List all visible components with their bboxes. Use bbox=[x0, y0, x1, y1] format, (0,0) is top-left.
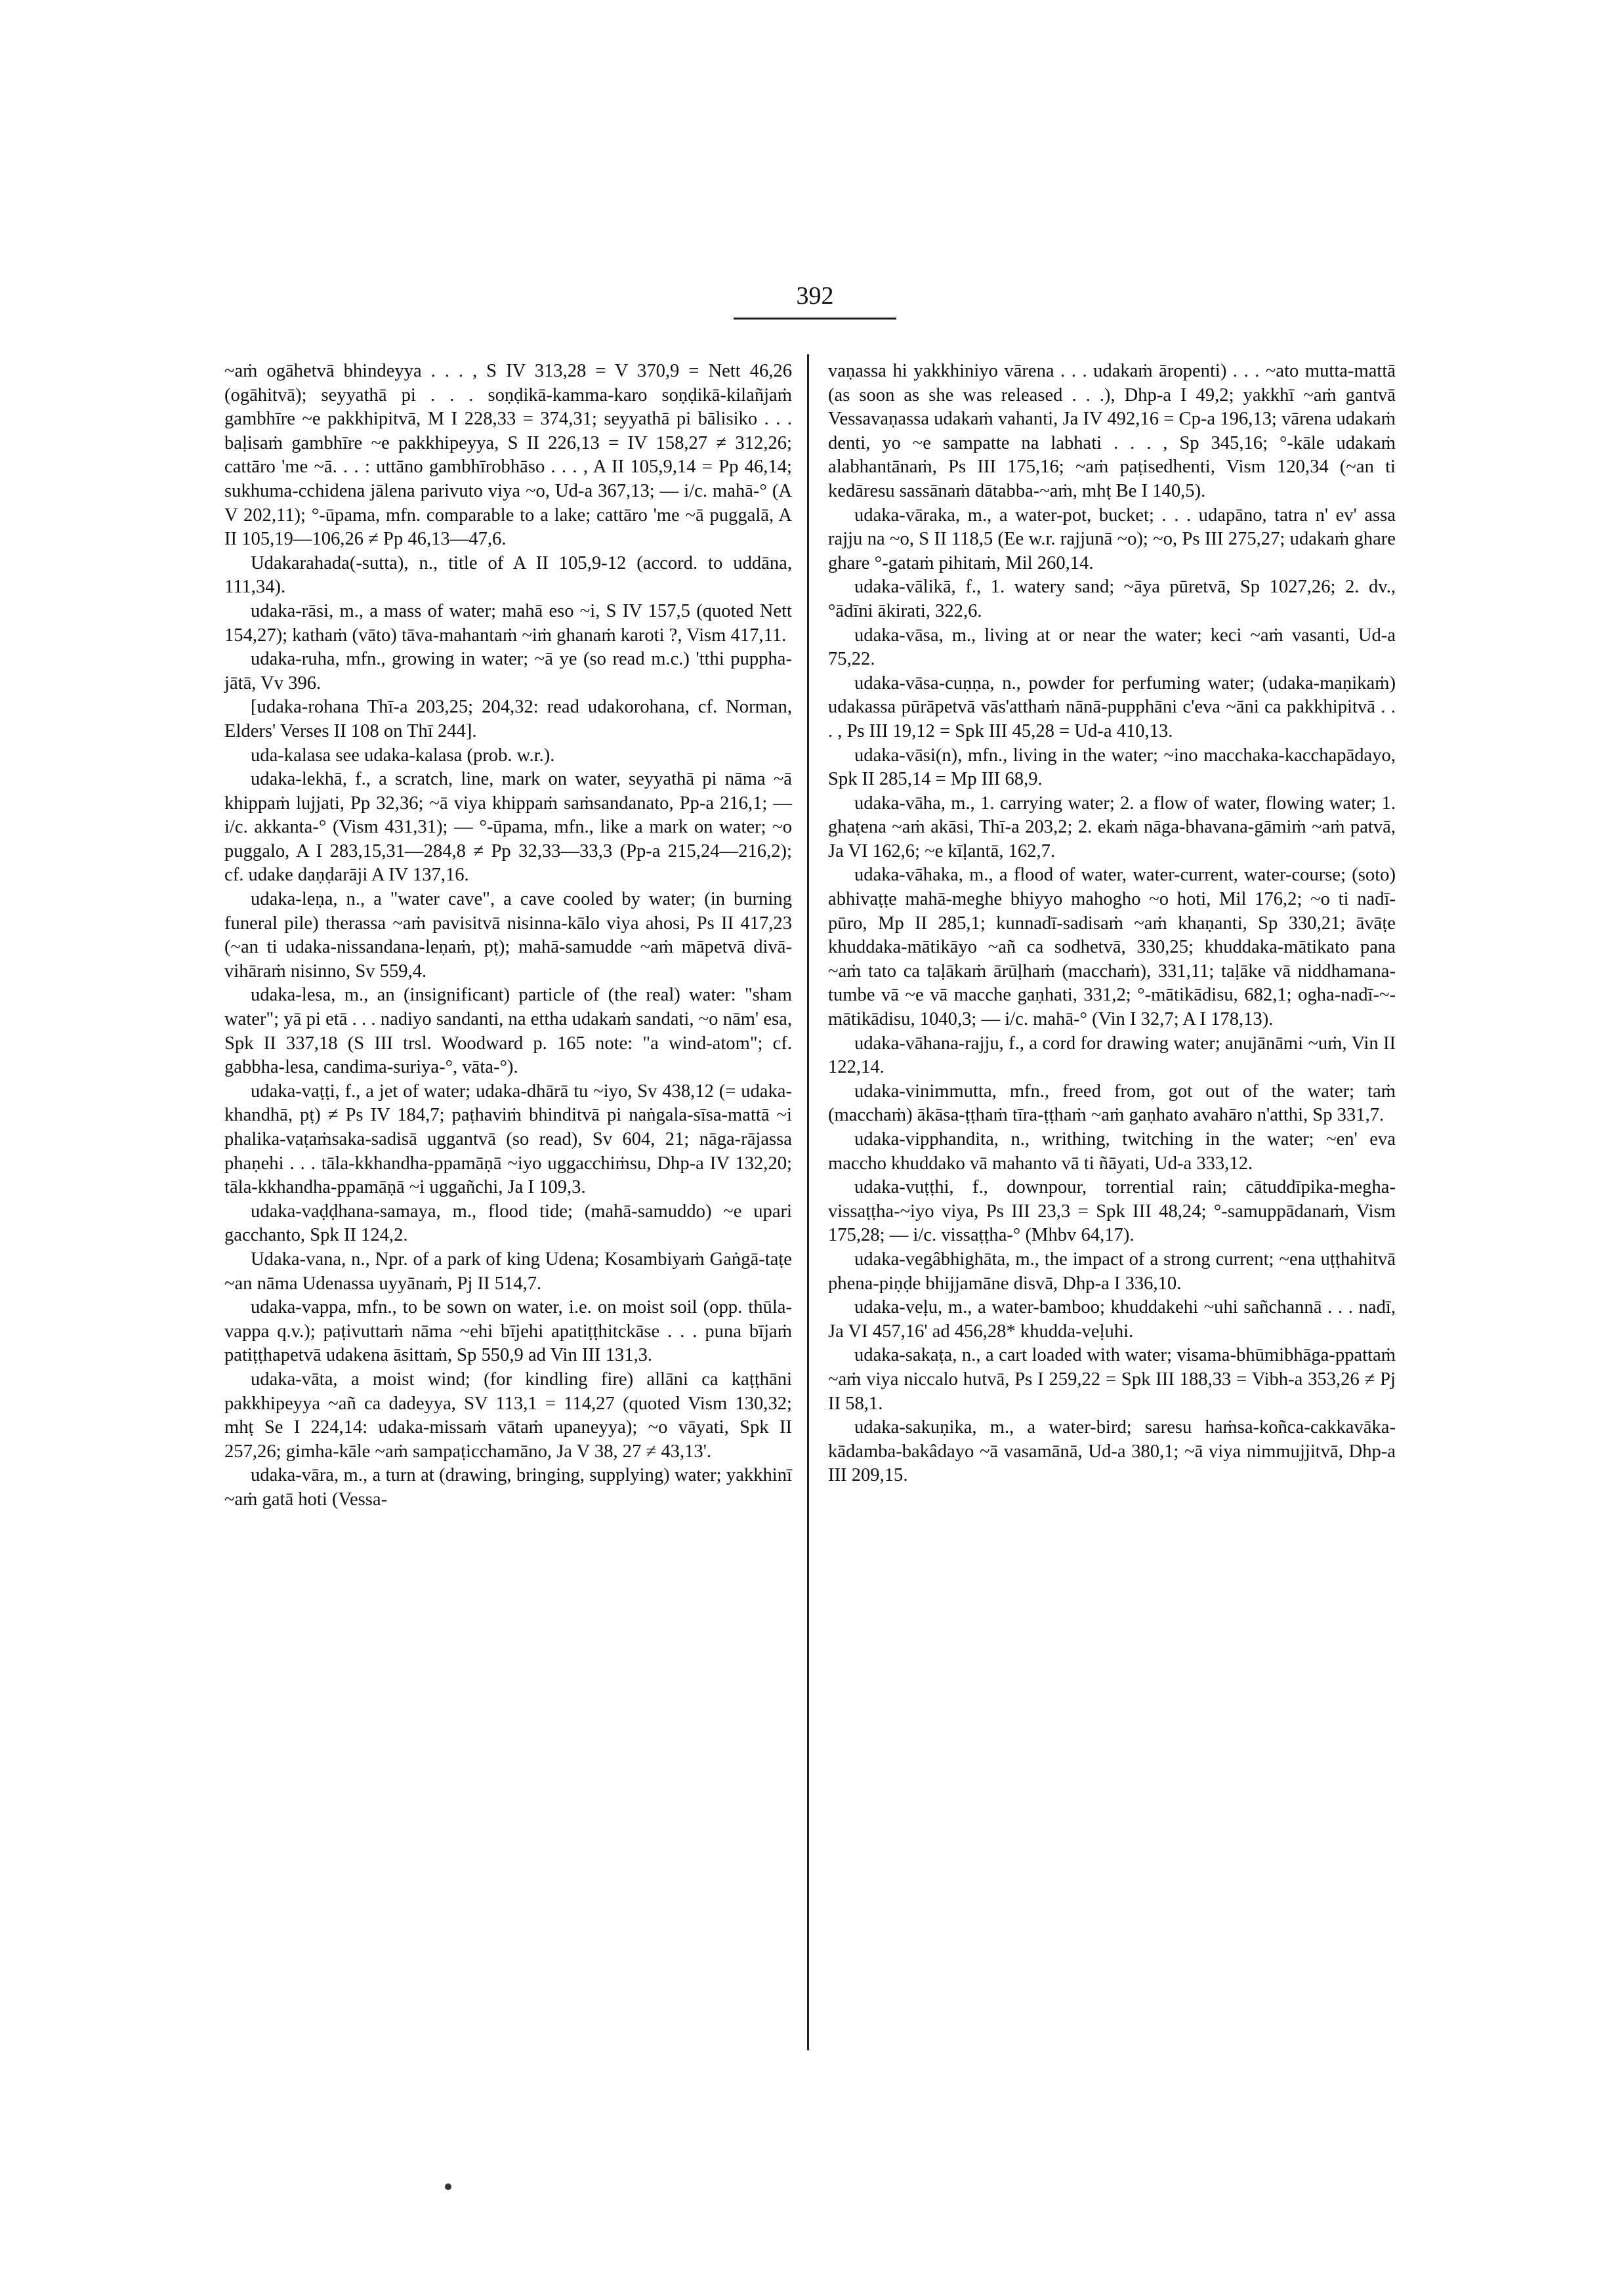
entry-udaka-vinimmutta: udaka-vinimmutta, mfn., freed from, got out of the water; taṁ (macchaṁ) ākāsa-ṭṭhaṁ tīra-ṭṭhaṁ ~aṁ gaṇhato avahāro n'atthi, Sp 331,7. bbox=[828, 1081, 1396, 1126]
entry-udaka-lesa: udaka-lesa, m., an (insignificant) particle of (the real) water: "sham water"; yā pi etā . . . nadiyo sandanti, na ettha udakaṁ sandati, ~o nām' esa, Spk II 337,18 (S III trsl. Woodward p. 165 note: "a wind-atom"; cf. gabbha-lesa, candima-suriya-°, vāta-°). bbox=[224, 985, 792, 1078]
page-number: 392 bbox=[796, 282, 834, 310]
entry-udaka-vegabhighata: udaka-vegâbhighāta, m., the impact of a strong current; ~ena uṭṭhahitvā phena-piṇḍe bhijjamāne disvā, Dhp-a I 336,10. bbox=[828, 1249, 1396, 1294]
stray-ink-mark bbox=[445, 2183, 451, 2190]
entry-udaka-velu: udaka-veḷu, m., a water-bamboo; khuddakehi ~uhi sañchannā . . . nadī, Ja VI 457,16' ad 456,28* khudda-veḷuhi. bbox=[828, 1297, 1396, 1342]
header-rule bbox=[734, 318, 896, 320]
column-divider bbox=[807, 354, 809, 2050]
entry-udaka-ruha: udaka-ruha, mfn., growing in water; ~ā ye (so read m.c.) 'tthi puppha-jātā, Vv 396. bbox=[224, 649, 792, 693]
entry-udaka-vutthi: udaka-vuṭṭhi, f., downpour, torrential rain; cātuddīpika-megha-vissaṭṭha-~iyo viya, Ps III 23,3 = Spk III 48,24; °-samuppādanaṁ, Vism 175,28; — i/c. vissaṭṭha-° (Mhbv 64,17). bbox=[828, 1177, 1396, 1246]
entry-udaka-vata: udaka-vāta, a moist wind; (for kindling fire) allāni ca kaṭṭhāni pakkhipeyya ~añ ca dadeyya, SV 113,1 = 114,27 (quoted Vism 130,32; mhṭ Se I 224,14: udaka-missaṁ vātaṁ upaneyya); ~o vāyati, Spk II 257,26; gimha-kāle ~aṁ sampaṭicchamāno, Ja V 38, 27 ≠ 43,13'. bbox=[224, 1369, 792, 1462]
entry-udaka-lekha: udaka-lekhā, f., a scratch, line, mark on water, seyyathā pi nāma ~ā khippaṁ lujjati, Pp 32,36; ~ā viya khippaṁ saṁsandanato, Pp-a 216,1; — i/c. akkanta-° (Vism 431,31); — °-ūpama, mfn., like a mark on water; ~o puggalo, A I 283,15,31—284,8 ≠ Pp 32,33—33,3 (Pp-a 215,24—216,2); cf. udake daṇḍarāji A IV 137,16. bbox=[224, 769, 792, 886]
entry-udaka-vappa: udaka-vappa, mfn., to be sown on water, i.e. on moist soil (opp. thūla-vappa q.v.); paṭivuttaṁ nāma ~ehi bījehi apatiṭṭhitckāse . . . puna bījaṁ patiṭṭhapetvā udakena āsittaṁ, Sp 550,9 ad Vin III 131,3. bbox=[224, 1297, 792, 1366]
entry-udaka-sakata: udaka-sakaṭa, n., a cart loaded with water; visama-bhūmibhāga-ppattaṁ ~aṁ viya niccalo hutvā, Ps I 259,22 = Spk III 188,33 = Vibh-a 353,26 ≠ Pj II 58,1. bbox=[828, 1345, 1396, 1414]
entry-udaka-vara: udaka-vāra, m., a turn at (drawing, bringing, supplying) water; yakkhinī ~aṁ gatā hoti (Vessa- bbox=[224, 1465, 792, 1510]
entry-udaka-vahana-rajju: udaka-vāhana-rajju, f., a cord for drawing water; anujānāmi ~uṁ, Vin II 122,14. bbox=[828, 1033, 1396, 1078]
entry-udaka-rohana: [udaka-rohana Thī-a 203,25; 204,32: read udakorohana, cf. Norman, Elders' Verses II 108 on Thī 244]. bbox=[224, 697, 792, 741]
entry-udaka-valika: udaka-vālikā, f., 1. watery sand; ~āya pūretvā, Sp 1027,26; 2. dv., °ādīni ākirati, 322,6. bbox=[828, 577, 1396, 621]
entry-udaka-vatti: udaka-vaṭṭi, f., a jet of water; udaka-dhārā tu ~iyo, Sv 438,12 (= udaka-khandhā, pṭ) ≠ Ps IV 184,7; paṭhaviṁ bhinditvā pi naṅgala-sīsa-mattā ~i phalika-vaṭaṁsaka-sadisā uggantvā (so read), Sv 604, 21; nāga-rājassa phaṇehi . . . tāla-kkhandha-ppamāṇā ~iyo uggacchiṁsu, Dhp-a IV 132,20; tāla-kkhandha-ppamāṇā ~i uggañchi, Ja I 109,3. bbox=[224, 1081, 792, 1198]
entry-uda-kalasa: uda-kalasa see udaka-kalasa (prob. w.r.). bbox=[251, 745, 555, 766]
right-column bbox=[828, 360, 1396, 1488]
left-column bbox=[224, 360, 792, 1512]
entry-udaka-lena: udaka-leṇa, n., a "water cave", a cave cooled by water; (in burning funeral pile) therassa ~aṁ pavisitvā nisinna-kālo viya ahosi, Ps II 417,23 (~an ti udaka-nissandana-leṇaṁ, pṭ); mahā-samudde ~aṁ māpetvā divā-vihāraṁ nisinno, Sv 559,4. bbox=[224, 889, 792, 982]
entry-udaka-vasin: udaka-vāsi(n), mfn., living in the water; ~ino macchaka-kacchapādayo, Spk II 285,14 = Mp III 68,9. bbox=[828, 745, 1396, 790]
entry-udaka-rasi: udaka-rāsi, m., a mass of water; mahā eso ~i, S IV 157,5 (quoted Nett 154,27); kathaṁ (vāto) tāva-mahantaṁ ~iṁ ghanaṁ karoti ?, Vism 417,11. bbox=[224, 600, 792, 646]
entry-continuation: ~aṁ ogāhetvā bhindeyya . . . , S IV 313,28 = V 370,9 = Nett 46,26 (ogāhitvā); seyyathā pi . . . soṇḍikā-kamma-karo soṇḍikā-kilañjaṁ gambhīre ~e pakkhipitvā, M I 228,33 = 374,31; seyyathā pi bālisiko . . . baḷisaṁ gambhīre ~e pakkhipeyya, S II 226,13 = IV 158,27 ≠ 312,26; cattāro 'me ~ā. . . : uttāno gambhīrobhāso . . . , A II 105,9,14 = Pp 46,14; sukhuma-cchidena jālena parivuto viya ~o, Ud-a 367,13; — i/c. mahā-° (A V 202,11); °-ūpama, mfn. comparable to a lake; cattāro 'me ~ā puggalā, A II 105,19—106,26 ≠ Pp 46,13—47,6. bbox=[224, 361, 792, 550]
entry-udaka-vaddhana-samaya: udaka-vaḍḍhana-samaya, m., flood tide; (mahā-samuddo) ~e upari gacchanto, Spk II 124,2. bbox=[224, 1201, 792, 1246]
entry-udaka-sakunika: udaka-sakuṇika, m., a water-bird; saresu haṁsa-koñca-cakkavāka-kādamba-bakâdayo ~ā vasamānā, Ud-a 380,1; ~ā viya nimmujjitvā, Dhp-a III 209,15. bbox=[828, 1417, 1396, 1486]
entry-udaka-vaha: udaka-vāha, m., 1. carrying water; 2. a flow of water, flowing water; 1. ghaṭena ~aṁ akāsi, Thī-a 203,2; 2. ekaṁ nāga-bhavana-gāmiṁ ~aṁ patvā, Ja VI 162,6; ~e kīḷantā, 162,7. bbox=[828, 793, 1396, 861]
entry-udaka-vara-continued: vaṇassa hi yakkhiniyo vārena . . . udakaṁ āropenti) . . . ~ato mutta-mattā (as soon as she was released . . .), Dhp-a I 49,2; yakkhī ~aṁ gantvā Vessavaṇassa udakaṁ vahanti, Ja IV 492,16 = Cp-a 196,13; vārena udakaṁ denti, yo ~e sampatte na labhati . . . , Sp 345,16; °-kāle udakaṁ alabhantānaṁ, Ps III 175,16; ~aṁ paṭisedhenti, Vism 120,34 (~an ti kedāresu sassānaṁ dātabba-~aṁ, mhṭ Be I 140,5). bbox=[828, 361, 1396, 501]
entry-udaka-varaka: udaka-vāraka, m., a water-pot, bucket; . . . udapāno, tatra n' ev' assa rajju na ~o, S II 118,5 (Ee w.r. rajjunā ~o); ~o, Ps III 275,27; udakaṁ ghare ghare °-gataṁ pihitaṁ, Mil 260,14. bbox=[828, 505, 1396, 573]
entry-udaka-vipphandita: udaka-vipphandita, n., writhing, twitching in the water; ~en' eva maccho khuddako vā mahanto vā ti ñāyati, Ud-a 333,12. bbox=[828, 1129, 1396, 1174]
entry-udaka-vana: Udaka-vana, n., Npr. of a park of king Udena; Kosambiyaṁ Gaṅgā-taṭe ~an nāma Udenassa uyyānaṁ, Pj II 514,7. bbox=[224, 1249, 792, 1294]
entry-udaka-vasa: udaka-vāsa, m., living at or near the water; keci ~aṁ vasanti, Ud-a 75,22. bbox=[828, 625, 1396, 670]
entry-udaka-vahaka: udaka-vāhaka, m., a flood of water, water-current, water-course; (soto) abhivaṭṭe mahā-meghe bhiyyo mahogho ~o hoti, Mil 176,2; ~o ti nadī-pūro, Mp II 285,1; kunnadī-sadisaṁ ~aṁ khaṇanti, Sp 330,21; āvāṭe khuddaka-mātikāyo ~añ ca sodhetvā, 330,25; khuddaka-mātikato pana ~aṁ tato ca taḷākaṁ ārūḷhaṁ (macchaṁ), 331,11; taḷāke vā niddhamana-tumbe vā ~e vā macche gaṇhati, 331,2; °-mātikādisu, 682,1; ogha-nadī-~-mātikādisu, 1040,3; — i/c. mahā-° (Vin I 32,7; A I 178,13). bbox=[828, 865, 1396, 1030]
entry-udaka-vasa-cunna: udaka-vāsa-cuṇṇa, n., powder for perfuming water; (udaka-maṇikaṁ) udakassa pūrāpetvā vās'atthaṁ nānā-pupphāni c'eva ~āni ca pakkhipitvā . . . , Ps III 19,12 = Spk III 45,28 = Ud-a 410,13. bbox=[828, 672, 1396, 741]
entry-udakarahada-sutta: Udakarahada(-sutta), n., title of A II 105,9-12 (accord. to uddāna, 111,34). bbox=[224, 552, 792, 598]
